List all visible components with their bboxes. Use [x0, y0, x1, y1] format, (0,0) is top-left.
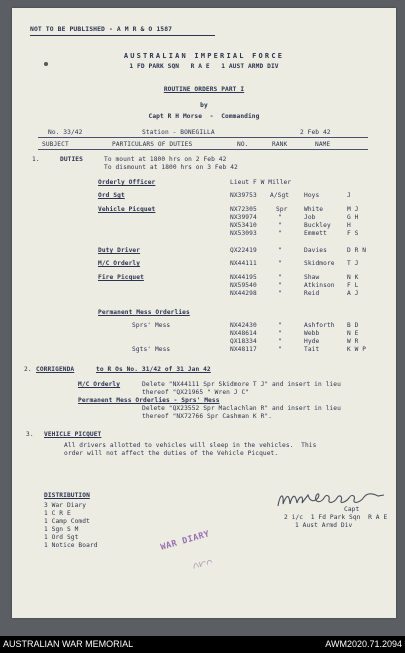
list-item-init: F L — [347, 282, 359, 289]
section2-reference: to R Os No. 31/42 of 31 Jan 42 — [96, 366, 211, 373]
sgts-mess-label: Sgts' Mess — [132, 346, 171, 353]
war-diary-stamp: WAR DIARY — [159, 529, 211, 553]
mc-orderly-label: M/C Orderly — [98, 260, 141, 267]
duty-driver-label: Duty Driver — [98, 247, 141, 254]
list-item-rank: " — [278, 346, 282, 353]
ord-sgt-init: J — [347, 192, 351, 199]
col-subject: SUBJECT — [42, 141, 69, 148]
section3-line1: All drivers allotted to vehicles will sleep in the vehicles. This — [64, 442, 317, 449]
list-item: 3 War Diary — [44, 502, 87, 509]
force-heading: AUSTRALIAN IMPERIAL FORCE — [123, 52, 285, 60]
ord-sgt-no: NX39753 — [230, 192, 257, 199]
list-item: 1 Notice Board — [44, 542, 98, 549]
col-name: NAME — [315, 141, 331, 148]
list-item-init: A J — [347, 290, 359, 297]
by-line: by — [200, 102, 208, 109]
list-item-rank: " — [278, 230, 282, 237]
corrigenda-mess-line1: Delete "QX23552 Spr Maclachlan R" and insert in lieu — [142, 405, 341, 412]
list-item-no: NX44195 — [230, 274, 257, 281]
mount-line: To mount at 1800 hrs on 2 Feb 42 — [104, 156, 227, 163]
signatory-unit: 2 i/c 1 Fd Park Sqn R A E — [284, 514, 388, 521]
order-date: 2 Feb 42 — [300, 129, 331, 136]
list-item-init: W R — [347, 338, 359, 345]
list-item: 1 Camp Comdt — [44, 518, 90, 525]
list-item-name: Ashforth — [304, 322, 335, 329]
list-item-init: N K — [347, 274, 359, 281]
list-item-init: N E — [347, 330, 359, 337]
dismount-line: To dismount at 1800 hrs on 3 Feb 42 — [104, 164, 238, 171]
archive-name: AUSTRALIAN WAR MEMORIAL — [3, 639, 134, 649]
list-item: 1 Ord Sgt — [44, 534, 79, 541]
archive-id: AWM2020.71.2094 — [325, 639, 402, 649]
list-item-no: NX48614 — [230, 330, 257, 337]
list-item-name: Buckley — [304, 222, 331, 229]
duty-driver-init: D R N — [347, 247, 367, 254]
section3-subject: VEHICLE PICQUET — [44, 431, 102, 438]
section1-num: 1. — [32, 156, 40, 163]
ord-sgt-name: Hoys — [304, 192, 320, 199]
corrigenda-mc-line1: Delete "NX44111 Spr Skidmore T J" and insert in lieu — [142, 381, 341, 388]
section3-num: 3. — [26, 431, 34, 438]
list-item-no: NX53093 — [230, 230, 257, 237]
list-item: 1 C R E — [44, 510, 71, 517]
signatory-rank: Capt — [344, 506, 360, 513]
stamp-initials — [191, 555, 215, 573]
list-item-rank: Spr — [276, 206, 288, 213]
section1-subject: DUTIES — [60, 156, 83, 163]
list-item-rank: " — [278, 322, 282, 329]
list-item-rank: " — [278, 214, 282, 221]
list-item-name: Hyde — [304, 338, 320, 345]
handwritten-signature — [274, 486, 389, 512]
list-item-rank: " — [278, 290, 282, 297]
restriction-notice: NOT TO BE PUBLISHED - A M R & O 1587 — [30, 25, 173, 33]
list-item-init: F S — [347, 230, 359, 237]
list-item-name: Reid — [304, 290, 320, 297]
mc-orderly-init: T J — [347, 260, 359, 267]
orderly-officer-label: Orderly Officer — [98, 179, 156, 186]
list-item-no: NX44298 — [230, 290, 257, 297]
distribution-title: DISTRIBUTION — [44, 492, 90, 499]
ord-sgt-rank: A/Sgt — [270, 192, 290, 199]
station: Station - BONEGILLA — [142, 129, 215, 136]
archive-footer — [0, 636, 405, 653]
list-item-name: Emmett — [304, 230, 327, 237]
corrigenda-mess-label: Permanent Mess Orderlies - Sprs' Mess — [78, 397, 220, 404]
corrigenda-mc-line2: thereof "QX21965 " Wren J C" — [142, 389, 250, 396]
list-item-name: Shaw — [304, 274, 320, 281]
list-item-name: White — [304, 206, 324, 213]
order-number: No. 33/42 — [48, 129, 83, 136]
list-item-rank: " — [278, 274, 282, 281]
section2-subject: CORRIGENDA — [36, 366, 75, 373]
list-item-rank: " — [278, 222, 282, 229]
commander-line: Capt R H Morse - Commanding — [148, 113, 260, 120]
list-item-name: Tait — [304, 346, 320, 353]
corrigenda-mc-label: M/C Orderly — [78, 381, 121, 388]
list-item-rank: " — [278, 282, 282, 289]
list-item-name: Webb — [304, 330, 320, 337]
list-item-rank: " — [278, 330, 282, 337]
list-item-init: K W P — [347, 346, 367, 353]
list-item-name: Atkinson — [304, 282, 335, 289]
sprs-mess-label: Sprs' Mess — [132, 322, 171, 329]
list-item-init: G H — [347, 214, 359, 221]
list-item-rank: " — [278, 338, 282, 345]
vehicle-picquet-label: Vehicle Picquet — [98, 206, 156, 213]
duty-driver-no: QX22419 — [230, 247, 257, 254]
section2-num: 2. — [24, 366, 32, 373]
list-item-no: NX39974 — [230, 214, 257, 221]
mess-orderlies-label: Permanent Mess Orderlies — [98, 309, 190, 316]
col-particulars: PARTICULARS OF DUTIES — [112, 141, 193, 148]
list-item-name: Job — [304, 214, 316, 221]
mc-orderly-no: NX44111 — [230, 260, 257, 267]
fire-picquet-label: Fire Picquet — [98, 274, 144, 281]
col-no: NO. — [237, 141, 249, 148]
list-item-no: NX48117 — [230, 346, 257, 353]
duty-driver-rank: " — [278, 247, 282, 254]
orderly-officer-value: Lieut F W Miller — [230, 179, 292, 186]
document-title: ROUTINE ORDERS PART I — [163, 86, 245, 93]
list-item-no: QX18334 — [230, 338, 257, 345]
ord-sgt-label: Ord Sgt — [98, 192, 125, 199]
document-page — [12, 8, 396, 618]
duty-driver-name: Davies — [304, 247, 327, 254]
unit-heading: 1 FD PARK SQN R A E 1 AUST ARMD DIV — [129, 63, 279, 70]
list-item-init: M J — [347, 206, 359, 213]
section3-line2: order will not affect the duties of the Vehicle Picquet. — [64, 450, 279, 457]
list-item: 1 Sgn S M — [44, 526, 79, 533]
restriction-underline — [30, 35, 215, 36]
corrigenda-mess-line2: thereof "NX72766 Spr Cashman K R". — [142, 413, 273, 420]
col-rank: RANK — [272, 141, 288, 148]
mc-orderly-name: Skidmore — [304, 260, 335, 267]
list-item-no: NX42430 — [230, 322, 257, 329]
list-item-init: H — [347, 222, 351, 229]
list-item-no: NX59540 — [230, 282, 257, 289]
header-rule-top — [38, 137, 368, 138]
signatory-division: 1 Aust Armd Div — [295, 522, 353, 529]
header-rule-bottom — [38, 149, 368, 150]
list-item-no: NX72305 — [230, 206, 257, 213]
mc-orderly-rank: " — [278, 260, 282, 267]
list-item-init: B D — [347, 322, 359, 329]
list-item-no: NX53410 — [230, 222, 257, 229]
